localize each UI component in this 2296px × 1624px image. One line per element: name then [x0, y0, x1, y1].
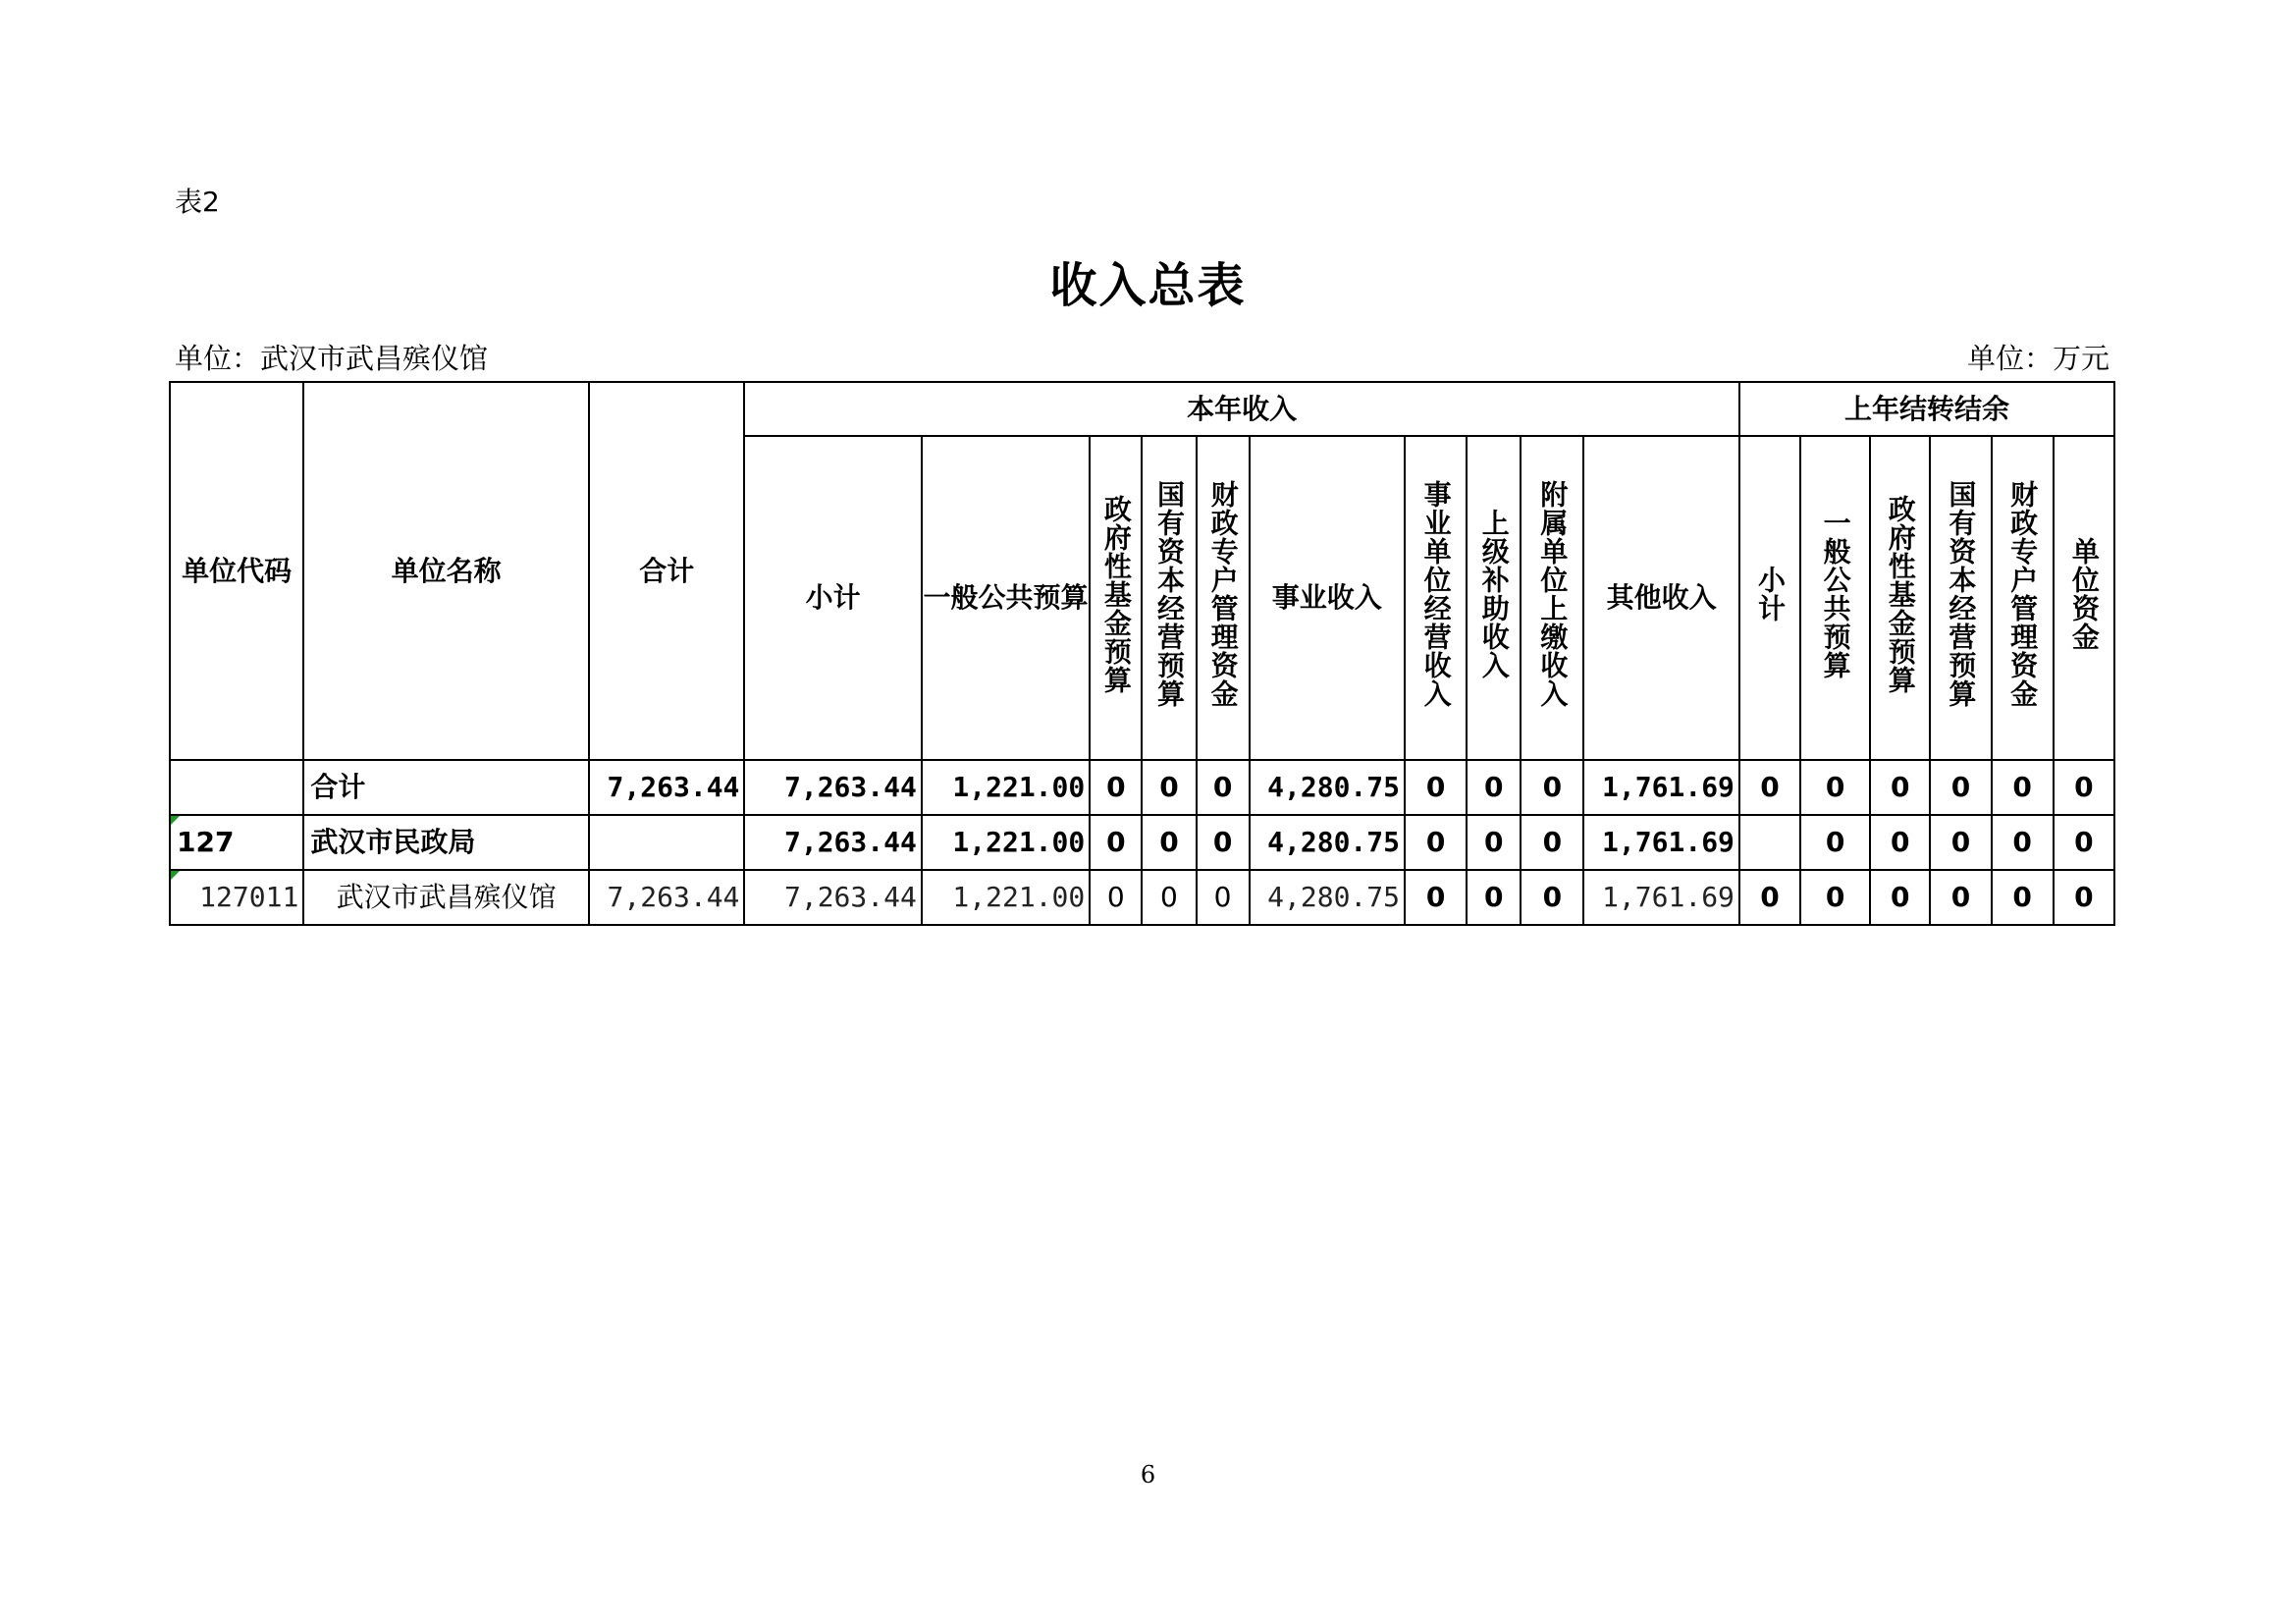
- cell-cy-general: 1,221.00: [922, 815, 1090, 870]
- header-cy-gov-fund: 政府性基金预算: [1099, 494, 1133, 694]
- cell-cy-fiscal-account: 0: [1197, 870, 1250, 925]
- header-cy-gov-fund-cell: [1090, 436, 1142, 760]
- cell-cy-superior-subsidy: 0: [1467, 760, 1521, 815]
- header-unit-name: 单位名称: [303, 382, 589, 760]
- cell-py-fiscal-account: 0: [1992, 815, 2054, 870]
- cell-code: 127: [170, 815, 303, 870]
- cell-cy-business: 4,280.75: [1250, 815, 1405, 870]
- header-py-general: 一般公共预算: [1819, 509, 1852, 679]
- cell-cy-business: 4,280.75: [1250, 870, 1405, 925]
- header-cy-fiscal-account: 财政专户管理资金: [1206, 480, 1240, 708]
- cell-cy-fiscal-account: 0: [1197, 815, 1250, 870]
- cell-py-subtotal: 0: [1739, 760, 1800, 815]
- cell-py-state-capital: 0: [1930, 815, 1991, 870]
- cell-cy-other: 1,761.69: [1583, 815, 1738, 870]
- cell-cy-other: 1,761.69: [1583, 760, 1738, 815]
- header-cy-superior-subsidy-cell: [1467, 436, 1521, 760]
- cell-cy-general: 1,221.00: [922, 760, 1090, 815]
- header-py-unit-fund: 单位资金: [2067, 537, 2101, 651]
- cell-cy-state-capital: 0: [1142, 815, 1196, 870]
- table-row: [170, 870, 2114, 925]
- header-py-unit-fund-cell: [2054, 436, 2114, 760]
- cell-code: [170, 760, 303, 815]
- cell-cy-subtotal: 7,263.44: [744, 870, 921, 925]
- cell-py-gov-fund: 0: [1870, 815, 1930, 870]
- cell-cy-superior-subsidy: 0: [1467, 815, 1521, 870]
- header-cy-other-income: 其他收入: [1583, 436, 1738, 760]
- header-py-fiscal-account-cell: [1992, 436, 2054, 760]
- header-cy-affiliate: 附属单位上缴收入: [1536, 480, 1570, 708]
- cell-py-unit-fund: 0: [2054, 760, 2114, 815]
- unit-currency: 单位：万元: [1966, 342, 2109, 375]
- header-total: 合计: [589, 382, 744, 760]
- header-unit-code: 单位代码: [170, 382, 303, 760]
- cell-py-general: 0: [1800, 760, 1870, 815]
- header-current-year-income: 本年收入: [744, 382, 1739, 436]
- cell-name: 武汉市武昌殡仪馆: [303, 870, 589, 925]
- table-row: [170, 760, 2114, 815]
- cell-total: [589, 815, 744, 870]
- cell-cy-general: 1,221.00: [922, 870, 1090, 925]
- table-row: [170, 815, 2114, 870]
- header-prior-year-balance: 上年结转结余: [1739, 382, 2114, 436]
- cell-total: 7,263.44: [589, 760, 744, 815]
- cell-cy-biz-operation: 0: [1405, 870, 1467, 925]
- cell-py-general: 0: [1800, 870, 1870, 925]
- header-py-subtotal-cell: [1739, 436, 1800, 760]
- header-py-fiscal-account: 财政专户管理资金: [2006, 480, 2040, 708]
- header-cy-biz-operation: 事业单位经营收入: [1419, 480, 1453, 708]
- cell-cy-affiliate: 0: [1521, 815, 1583, 870]
- cell-cy-affiliate: 0: [1521, 760, 1583, 815]
- header-cy-superior-subsidy: 上级补助收入: [1477, 509, 1511, 679]
- cell-py-state-capital: 0: [1930, 760, 1991, 815]
- cell-cy-other: 1,761.69: [1583, 870, 1738, 925]
- cell-name: 合计: [303, 760, 589, 815]
- cell-py-state-capital: 0: [1930, 870, 1991, 925]
- cell-py-fiscal-account: 0: [1992, 870, 2054, 925]
- cell-py-gov-fund: 0: [1870, 870, 1930, 925]
- cell-name: 武汉市民政局: [303, 815, 589, 870]
- cell-code: 127011: [170, 870, 303, 925]
- cell-cy-fiscal-account: 0: [1197, 760, 1250, 815]
- header-py-state-capital: 国有资本经营预算: [1945, 480, 1978, 708]
- cell-cy-state-capital: 0: [1142, 760, 1196, 815]
- cell-py-unit-fund: 0: [2054, 815, 2114, 870]
- cell-cy-state-capital: 0: [1142, 870, 1196, 925]
- cell-cy-gov-fund: 0: [1090, 870, 1142, 925]
- cell-cy-business: 4,280.75: [1250, 760, 1405, 815]
- cell-py-subtotal: [1739, 815, 1800, 870]
- header-cy-state-capital-cell: [1142, 436, 1196, 760]
- header-cy-business-income: 事业收入: [1250, 436, 1405, 760]
- header-py-subtotal: 小计: [1753, 566, 1787, 623]
- header-cy-subtotal: 小计: [744, 436, 921, 760]
- cell-py-unit-fund: 0: [2054, 870, 2114, 925]
- table-label: 表2: [175, 186, 220, 218]
- cell-cy-gov-fund: 0: [1090, 815, 1142, 870]
- page-number: 6: [1140, 1461, 1156, 1489]
- cell-cy-biz-operation: 0: [1405, 815, 1467, 870]
- header-cy-affiliate-cell: [1521, 436, 1583, 760]
- header-cy-state-capital: 国有资本经营预算: [1152, 480, 1186, 708]
- cell-py-subtotal: 0: [1739, 870, 1800, 925]
- page-title: 收入总表: [1049, 258, 1247, 313]
- cell-cy-subtotal: 7,263.44: [744, 760, 921, 815]
- cell-py-general: 0: [1800, 815, 1870, 870]
- unit-organization: 单位：武汉市武昌殡仪馆: [175, 342, 489, 375]
- cell-cy-affiliate: 0: [1521, 870, 1583, 925]
- header-py-gov-fund: 政府性基金预算: [1884, 494, 1917, 694]
- header-py-state-capital-cell: [1930, 436, 1991, 760]
- cell-cy-superior-subsidy: 0: [1467, 870, 1521, 925]
- cell-total: 7,263.44: [589, 870, 744, 925]
- header-cy-biz-operation-cell: [1405, 436, 1467, 760]
- header-py-gov-fund-cell: [1870, 436, 1930, 760]
- cell-py-gov-fund: 0: [1870, 760, 1930, 815]
- income-summary-table: [169, 381, 2115, 926]
- cell-cy-gov-fund: 0: [1090, 760, 1142, 815]
- cell-cy-subtotal: 7,263.44: [744, 815, 921, 870]
- header-cy-fiscal-account-cell: [1197, 436, 1250, 760]
- header-py-general-cell: [1800, 436, 1870, 760]
- cell-cy-biz-operation: 0: [1405, 760, 1467, 815]
- cell-py-fiscal-account: 0: [1992, 760, 2054, 815]
- header-cy-general-budget: 一般公共预算: [922, 436, 1090, 760]
